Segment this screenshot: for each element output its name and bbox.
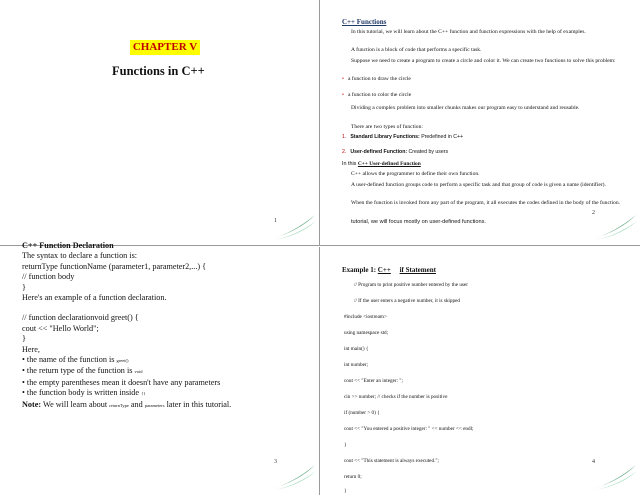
code-line: // Program to print positive number entered by the user [354, 282, 468, 288]
list-item: • the empty parentheses mean it doesn't have any parameters [22, 377, 221, 387]
code-line: returnType functionName (parameter1, parameter2,...) { [22, 261, 207, 271]
page-number: 4 [592, 459, 595, 465]
note: Note: We will learn about returnType and parameters later in this tutorial. [22, 399, 232, 409]
code-line: using namespace std; [344, 330, 389, 336]
decorative-swoosh-icon [590, 211, 638, 241]
paragraph: Suppose we need to create a program to create a circle and color it. We can create two functions to solve this problem: [351, 58, 616, 64]
code-line: } [22, 282, 26, 292]
paragraph: A function is a block of code that performs a specific task. [351, 47, 482, 53]
code-line: int main() { [344, 346, 369, 352]
code-line: } [344, 488, 347, 494]
example-heading: Example 1: C++ if Statement [342, 266, 436, 274]
slide-title: Functions in C++ [112, 64, 205, 78]
decorative-swoosh-icon [269, 461, 317, 491]
slide-4 [320, 247, 640, 495]
subheading: In this C++ User-defined Function [342, 161, 421, 167]
paragraph: Dividing a complex problem into smaller chunks makes our program easy to understand and reusable. [351, 105, 580, 111]
list-item: • a function to draw the circle [342, 76, 411, 82]
text-line: Here's an example of a function declaration. [22, 293, 167, 303]
list-item: • the name of the function is greet() [22, 355, 129, 365]
list-item: • the function body is written inside {} [22, 388, 146, 398]
code-line: } [344, 442, 347, 448]
code-line: cout << "This statement is always executed."; [344, 458, 439, 464]
slide-3-content [22, 241, 231, 411]
section-heading: C++ Functions [342, 18, 387, 26]
list-item: • a function to color the circle [342, 92, 412, 98]
list-item: 1. Standard Library Functions: Predefined in C++ [342, 134, 464, 140]
page-number: 2 [592, 210, 595, 216]
text-line: Here, [22, 344, 40, 354]
code-line: cout << "Hello World"; [22, 323, 99, 333]
paragraph: In this tutorial, we will learn about the C++ function and function expressions with the help of examples. [351, 29, 586, 35]
code-line: cout << "You entered a positive integer: " << number << endl; [344, 426, 474, 432]
code-line: // If the user enters a negative number, it is skipped [354, 298, 460, 304]
code-line: // function body [22, 272, 75, 282]
code-line: cin >> number; // checks if the number is positive [344, 394, 448, 400]
slide-2 [320, 0, 640, 246]
paragraph: C++ allows the programmer to define their own function. [351, 171, 480, 177]
paragraph: When the function is invoked from any part of the program, it all executes the codes defined in the body of the function. [351, 200, 621, 206]
slide-1 [0, 0, 320, 246]
code-line: } [22, 334, 26, 344]
decorative-swoosh-icon [590, 461, 638, 491]
chapter-label: CHAPTER V [130, 40, 200, 55]
code-line: // function declarationvoid greet() { [22, 313, 139, 323]
page-number: 1 [274, 218, 277, 224]
list-item: 2. User-defined Function: Created by users [342, 149, 449, 155]
paragraph: There are two types of function: [351, 124, 423, 130]
section-heading: C++ Function Declaration [22, 241, 114, 250]
paragraph: tutorial, we will focus mostly on user-defined functions. [351, 219, 486, 225]
code-line: int number; [344, 362, 369, 368]
code-line: if (number > 0) { [344, 410, 380, 416]
page-number: 3 [274, 459, 277, 465]
text-line: The syntax to declare a function is: [22, 251, 138, 261]
code-line: cout << "Enter an integer: "; [344, 378, 403, 384]
decorative-swoosh-icon [269, 211, 317, 241]
list-item: • the return type of the function is void [22, 366, 143, 376]
code-line: #include <iostream> [344, 314, 387, 320]
paragraph: A user-defined function groups code to perform a specific task and that group of code is given a name (identifier). [351, 182, 606, 188]
code-line: return 0; [344, 474, 362, 480]
